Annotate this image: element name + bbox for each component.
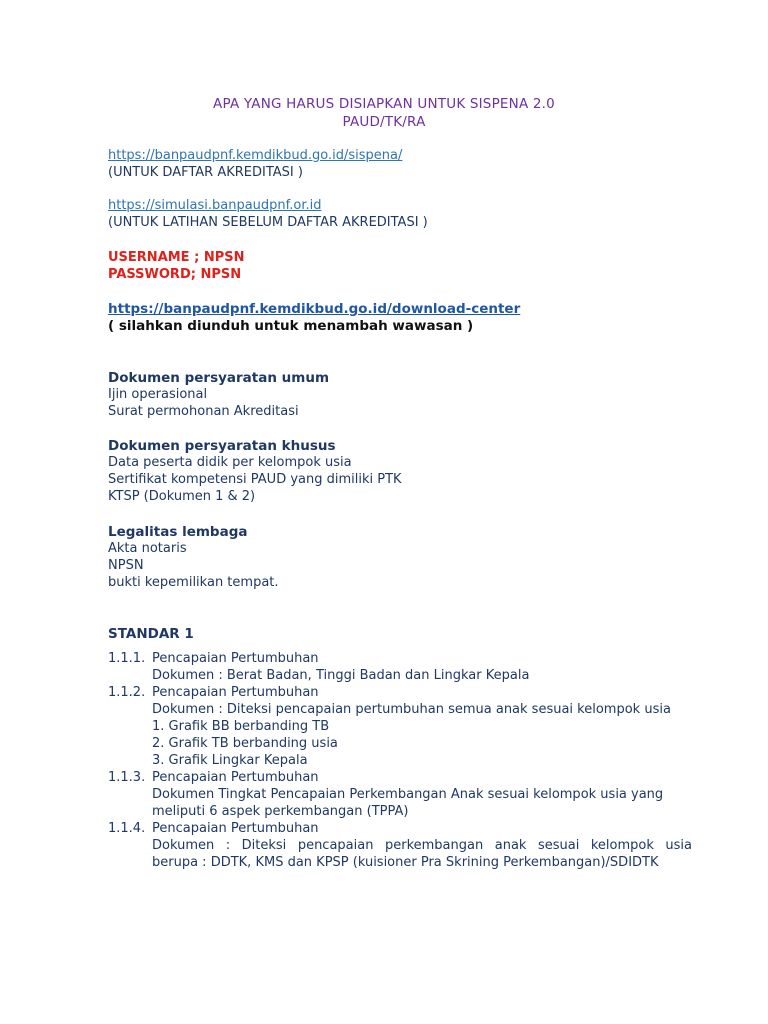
standar-item-doc-continued: meliputi 6 aspek perkembangan (TPPA)	[152, 804, 409, 819]
list-item: KTSP (Dokumen 1 & 2)	[108, 489, 256, 504]
list-item: bukti kepemilikan tempat.	[108, 575, 279, 590]
standar-item-number: 1.1.4.	[108, 821, 146, 836]
list-item: 1. Grafik BB berbanding TB	[152, 719, 330, 734]
list-item: 2. Grafik TB berbanding usia	[152, 736, 338, 751]
list-item: Data peserta didik per kelompok usia	[108, 455, 352, 470]
list-item: Sertifikat kompetensi PAUD yang dimiliki PTK	[108, 472, 402, 487]
username-text: USERNAME ; NPSN	[108, 250, 245, 265]
standar-item-doc: Dokumen : Diteksi pencapaian perkembangan anak sesuai kelompok usia	[152, 838, 692, 853]
simulasi-note: (UNTUK LATIHAN SEBELUM DAFTAR AKREDITASI )	[108, 215, 428, 230]
document-subtitle: PAUD/TK/RA	[342, 114, 426, 130]
simulasi-link[interactable]: https://simulasi.banpaudpnf.or.id	[108, 198, 322, 213]
standar-item-doc-continued: berupa : DDTK, KMS dan KPSP (kuisioner Pra Skrining Perkembangan)/SDIDTK	[152, 855, 659, 870]
sispena-link[interactable]: https://banpaudpnf.kemdikbud.go.id/sispena/	[108, 148, 403, 163]
list-item: NPSN	[108, 558, 144, 573]
section-heading-umum: Dokumen persyaratan umum	[108, 370, 330, 386]
download-center-link[interactable]: https://banpaudpnf.kemdikbud.go.id/download-center	[108, 301, 521, 317]
document-title: APA YANG HARUS DISIAPKAN UNTUK SISPENA 2.0	[213, 96, 555, 112]
standar-item-label: Pencapaian Pertumbuhan	[152, 651, 319, 666]
standar-item-number: 1.1.3.	[108, 770, 146, 785]
list-item: 3. Grafik Lingkar Kepala	[152, 753, 308, 768]
list-item: Akta notaris	[108, 541, 187, 556]
section-heading-legalitas: Legalitas lembaga	[108, 524, 248, 540]
list-item: Surat permohonan Akreditasi	[108, 404, 299, 419]
section-heading-khusus: Dokumen persyaratan khusus	[108, 438, 336, 454]
standar-item-doc: Dokumen : Diteksi pencapaian pertumbuhan semua anak sesuai kelompok usia	[152, 702, 671, 717]
standar-item-number: 1.1.1.	[108, 651, 146, 666]
standar-item-label: Pencapaian Pertumbuhan	[152, 770, 319, 785]
standar-item-doc: Dokumen : Berat Badan, Tinggi Badan dan Lingkar Kepala	[152, 668, 530, 683]
sispena-note: (UNTUK DAFTAR AKREDITASI )	[108, 165, 303, 180]
standar-item-doc: Dokumen Tingkat Pencapaian Perkembangan Anak sesuai kelompok usia yang	[152, 787, 664, 802]
standar-item-label: Pencapaian Pertumbuhan	[152, 685, 319, 700]
standar-heading: STANDAR 1	[108, 626, 194, 642]
list-item: Ijin operasional	[108, 387, 208, 402]
standar-item-number: 1.1.2.	[108, 685, 146, 700]
password-text: PASSWORD; NPSN	[108, 267, 242, 282]
download-note: ( silahkan diunduh untuk menambah wawasan )	[108, 318, 474, 334]
standar-item-label: Pencapaian Pertumbuhan	[152, 821, 319, 836]
